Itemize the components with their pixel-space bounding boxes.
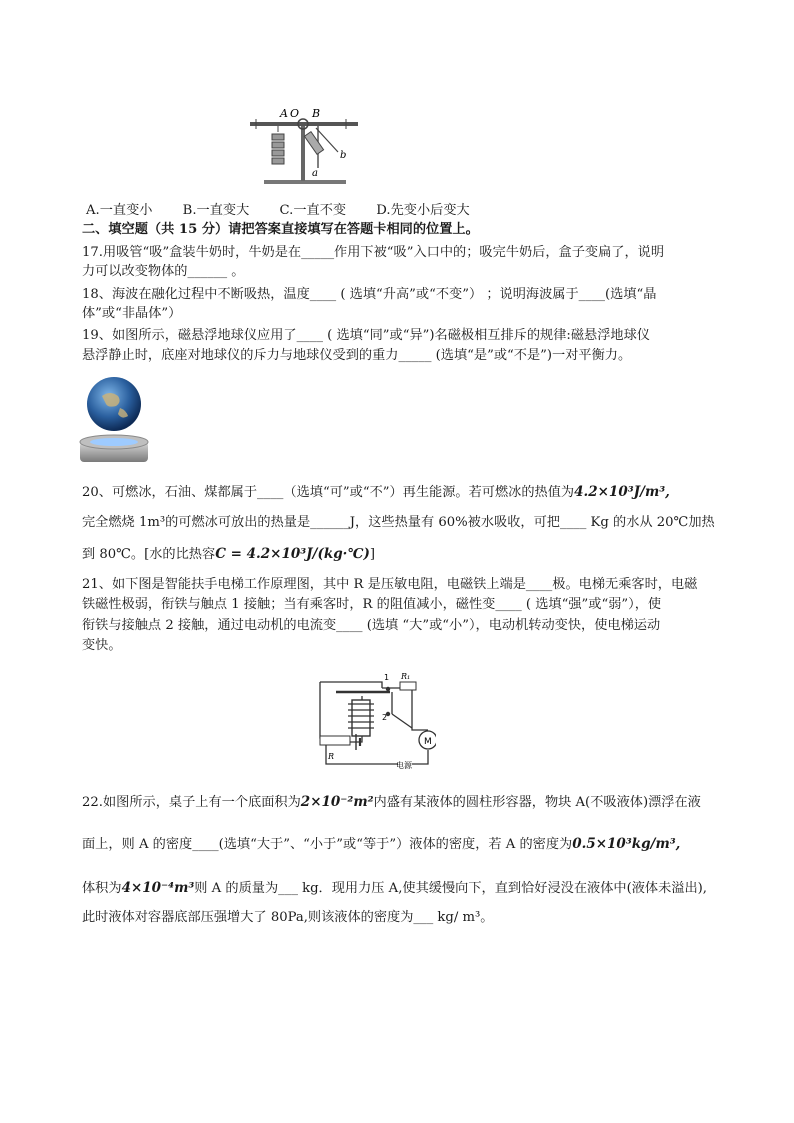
lever-stand — [301, 124, 305, 181]
label-O: O — [290, 107, 300, 120]
q21-line4: 变快。 — [82, 638, 122, 653]
q22-line2-text: 面上，则 A 的密度____(选填“大于”、“小于”或“等于”）液体的密度，若 A 的密度为 — [82, 837, 573, 852]
lever-figure — [246, 106, 364, 188]
q22-line1-text: 22.如图所示，桌子上有一个底面积为 — [82, 795, 301, 810]
option-d: D.先变小后变大 — [376, 203, 470, 218]
option-b: B.一直变大 — [182, 203, 250, 218]
density-formula: 0.5×10³kg/m³, — [572, 836, 681, 852]
specific-heat-formula: C = 4.2×10³J/(kg·℃) — [215, 546, 370, 562]
q21-line1: 21、如下图是智能扶手电梯工作原理图，其中 R 是压敏电阻，电磁铁上端是____极。电梯无乘客时，电磁 — [82, 577, 698, 592]
q21-line2: 铁磁性极弱，衔铁与触点 1 接触；当有乘客时，R 的阻值减小，磁性变____ ( 选填“强”或“弱”），使 — [82, 597, 662, 612]
spring-scale-b — [304, 132, 323, 155]
q17-line2: 力可以改变物体的______ 。 — [82, 264, 245, 279]
q21-line3: 衔铁与接触点 2 接触，通过电动机的电流变____ (选填 “大”或“小”），电动机转动变快，使电梯运动 — [82, 618, 661, 633]
q22-line1-rest: 内盛有某液体的圆柱形容器，物块 A(不吸液体)漂浮在液 — [373, 795, 701, 810]
q22-line1 — [82, 793, 701, 812]
section-heading: 二、填空题（共 15 分）请把答案直接填写在答题卡相同的位置上。 — [82, 222, 479, 237]
label-r1: R₁ — [401, 672, 411, 681]
option-c: C.一直不变 — [279, 203, 347, 218]
pressure-resistor-r — [320, 736, 350, 745]
label-a: a — [312, 168, 318, 179]
area-formula: 2×10⁻²m² — [300, 794, 374, 810]
q18-line1: 18、海波在融化过程中不断吸热，温度____ ( 选填“升高”或“不变”） ；说明海波属于____(选填“晶 — [82, 287, 657, 302]
maglev-globe-image — [74, 374, 154, 470]
q20-line3 — [82, 545, 375, 564]
q22-line2 — [82, 835, 680, 854]
q16-options — [86, 202, 496, 220]
q22-line3 — [82, 879, 707, 898]
contact-1 — [386, 687, 390, 691]
option-a: A.一直变小 — [86, 203, 153, 218]
q17-line1: 17.用吸管“吸”盒装牛奶时，牛奶是在_____作用下被“吸”入口中的；吸完牛奶后，盒子变扁了，说明 — [82, 245, 665, 260]
resistor-r1 — [400, 682, 416, 690]
electromagnet — [352, 700, 370, 736]
q20-line3-text: 到 80℃。[水的比热容 — [82, 547, 216, 562]
q19-line1: 19、如图所示，磁悬浮地球仪应用了____ ( 选填“同”或“异”)名磁极相互排斥的规律:磁悬浮地球仪 — [82, 328, 650, 343]
label-A: A — [280, 107, 288, 120]
q19-line2: 悬浮静止时，底座对地球仪的斥力与地球仪受到的重力_____ (选填“是”或“不是”)一对平衡力。 — [82, 348, 632, 363]
q20-line1 — [82, 483, 670, 502]
label-power: 电源 — [396, 761, 412, 770]
lever-bar — [250, 122, 358, 126]
label-B: B — [312, 107, 321, 120]
label-contact-2: 2 — [382, 713, 388, 722]
q20-line1-text: 20、可燃冰，石油、煤都属于____（选填“可”或“不”）再生能源。若可燃冰的热值为 — [82, 485, 575, 500]
elevator-circuit-diagram — [312, 668, 436, 770]
label-contact-1: 1 — [384, 673, 390, 682]
label-r: R — [328, 752, 335, 761]
q18-line2: 体”或“非晶体”） — [82, 306, 182, 321]
q22-line3-text: 体积为 — [82, 881, 122, 896]
label-motor: M — [424, 737, 432, 747]
volume-formula: 4×10⁻⁴m³ — [121, 880, 195, 896]
hanging-weights — [272, 134, 284, 164]
label-b: b — [340, 150, 347, 161]
q22-line4: 此时液体对容器底部压强增大了 80Pa,则该液体的密度为___ kg/ m³。 — [82, 910, 494, 925]
q20-line3-end: ] — [369, 547, 376, 562]
q20-line2: 完全燃烧 1m³的可燃冰可放出的热量是______J，这些热量有 60%被水吸收，可把____ Kg 的水从 20℃加热 — [82, 515, 715, 530]
q22-line3-rest: 则 A 的质量为___ kg．现用力压 A,使其缓慢向下，直到恰好浸没在液体中(液体未溢出), — [194, 881, 707, 896]
heat-value-formula: 4.2×10³J/m³, — [574, 484, 670, 500]
